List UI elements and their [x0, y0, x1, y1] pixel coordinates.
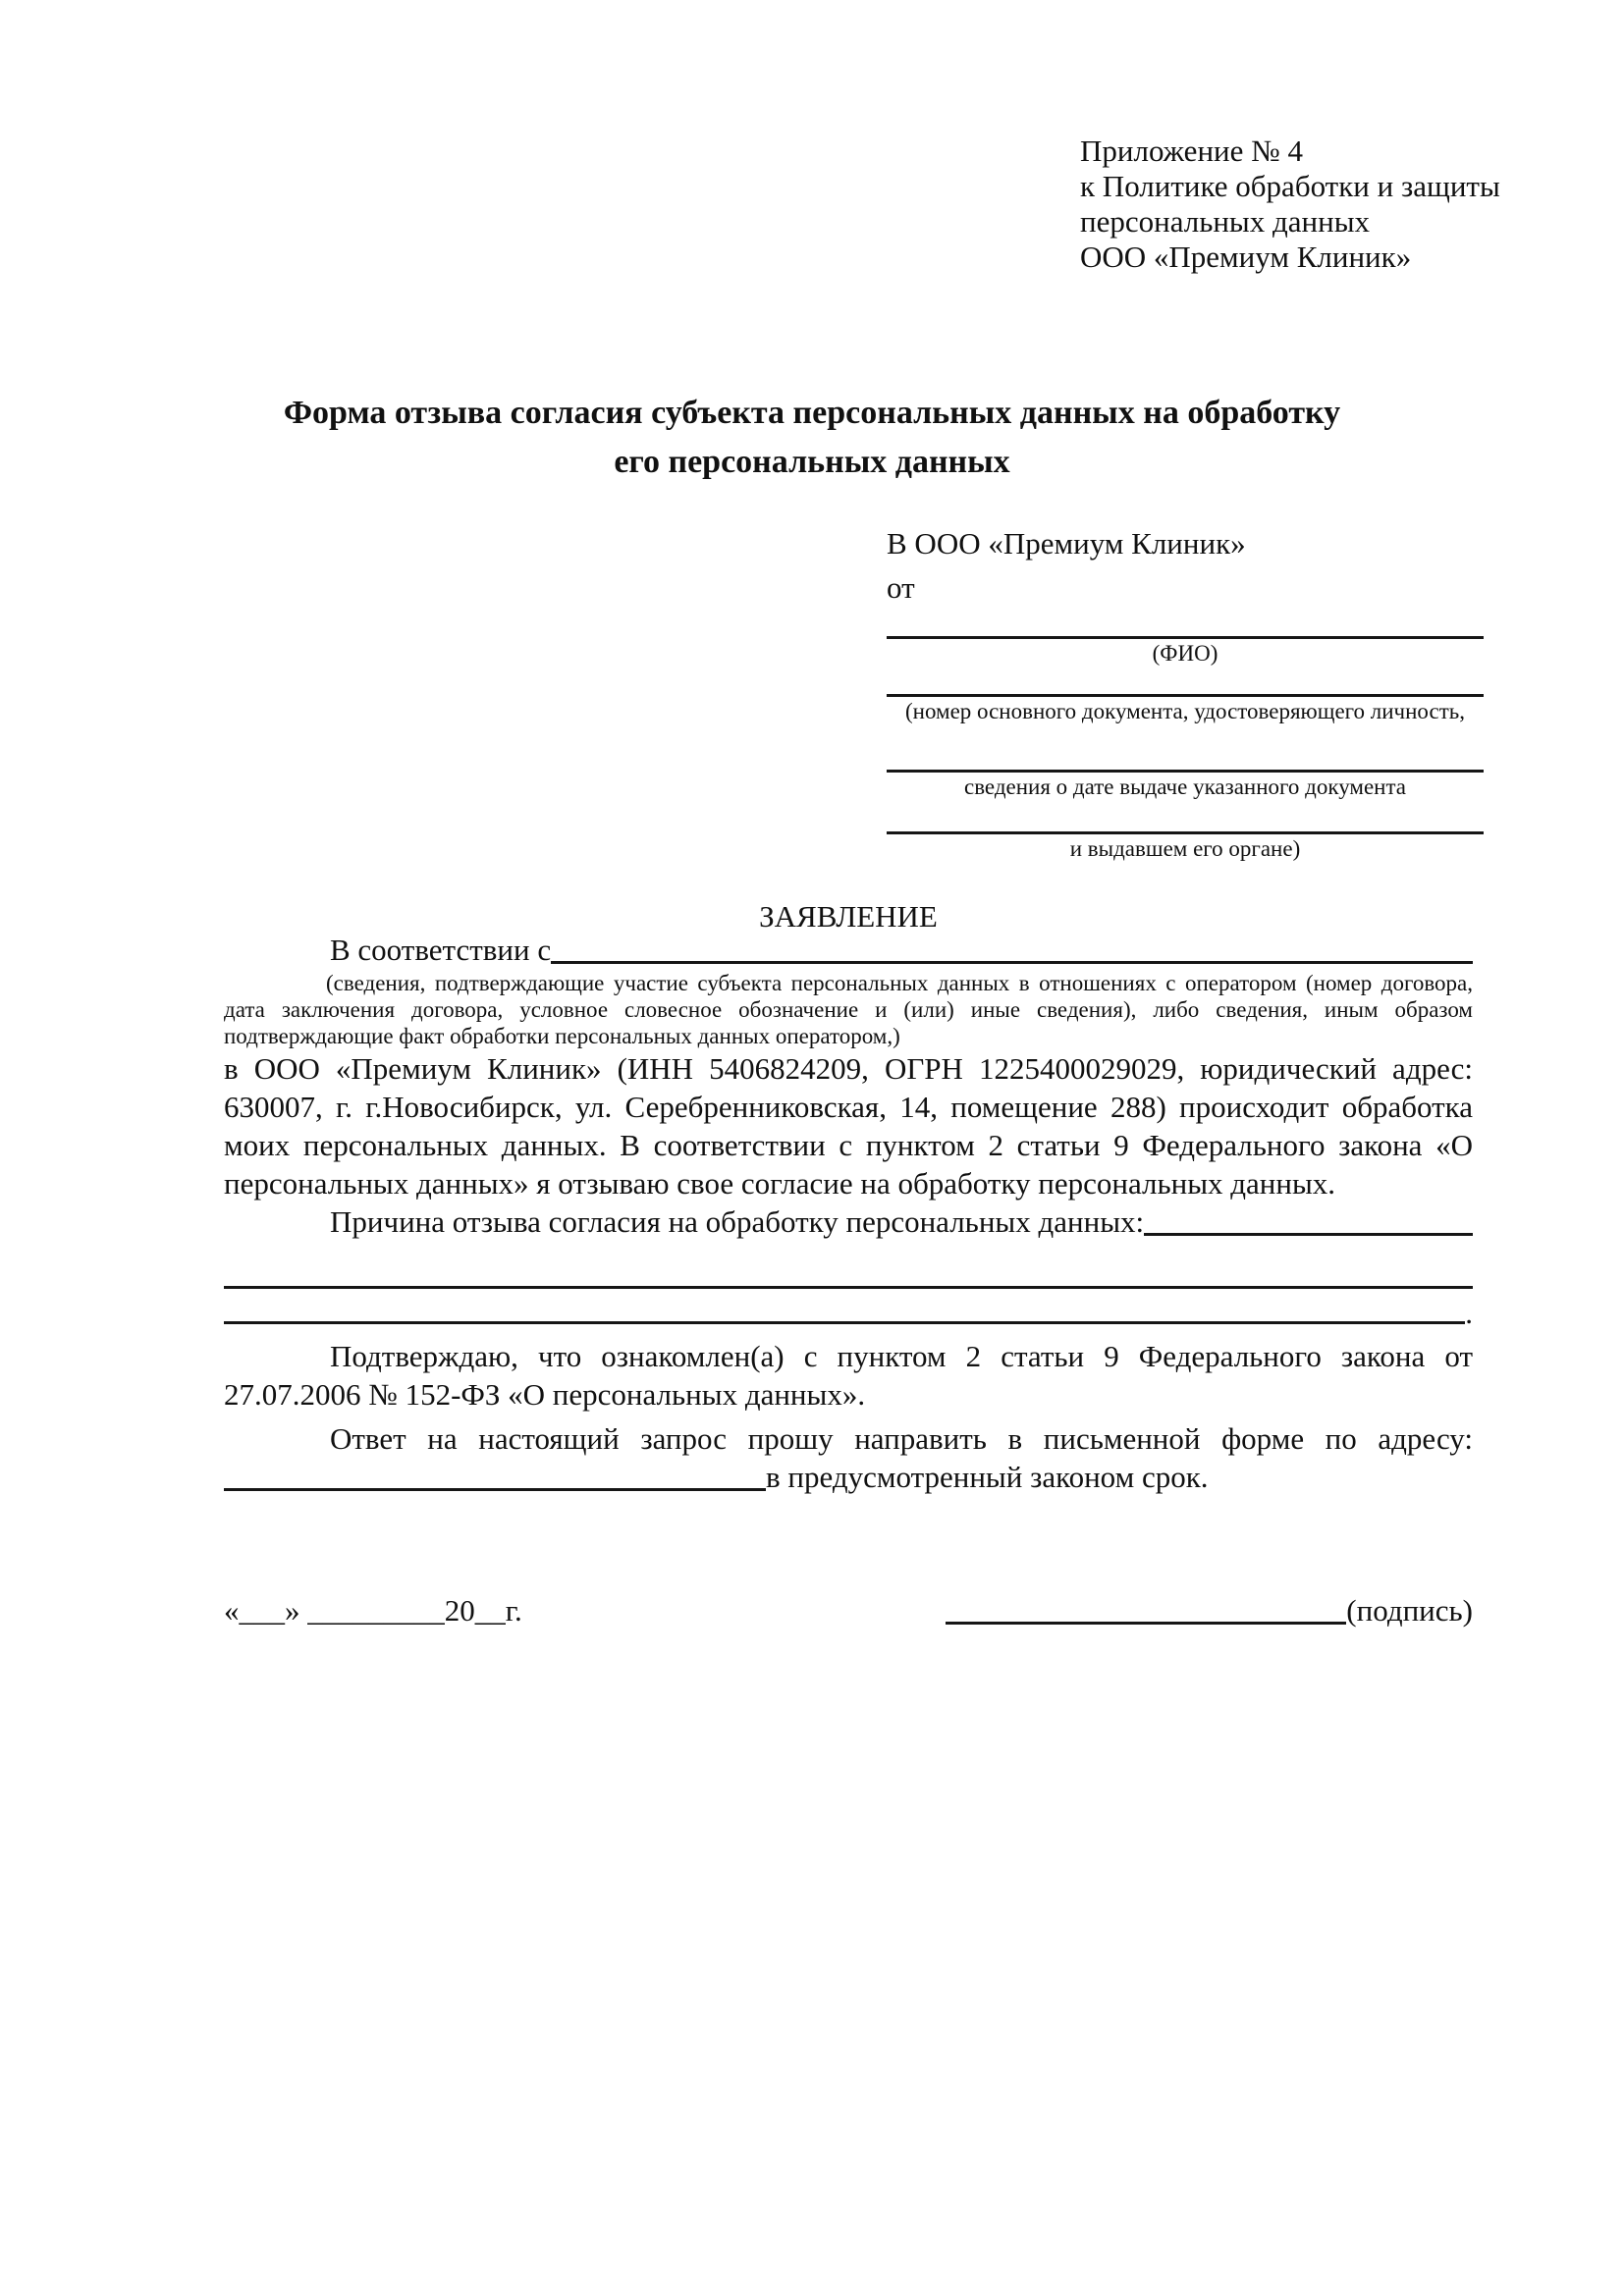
footer-row [224, 1590, 1473, 1631]
issue-date-caption: сведения о дате выдаче указанного документа [963, 774, 1407, 799]
blank-line-terminator: . [1465, 1296, 1473, 1330]
response-address-row [224, 1458, 1473, 1496]
appendix-line: ООО «Премиум Клиник» [1080, 240, 1412, 274]
reason-blank-line [1144, 1233, 1473, 1236]
reason-label: Причина отзыва согласия на обработку персональных данных: [330, 1204, 1145, 1239]
appendix-line: к Политике обработки и защиты [1080, 169, 1500, 203]
appendix-line: персональных данных [1080, 204, 1371, 239]
date-blank-text: «___» _________20__г. [224, 1593, 522, 1628]
page-title [157, 389, 1467, 487]
addressee-from-label: от [887, 570, 915, 605]
fine-print-note: (сведения, подтверждающие участие субъекта персональных данных в отношениях с оператором (номер договора, дата заключения договора, условное словесное обозначение и (или) иные сведения), либо сведения, иным образом подтверждающие факт обработки персональных данных оператором,) [224, 971, 1473, 1048]
fio-caption: (ФИО) [1152, 641, 1218, 666]
confirmation-paragraph: Подтверждаю, что ознакомлен(а) с пунктом 2 статьи 9 Федерального закона от 27.07.2006 № 152-ФЗ «О персональных данных». [224, 1339, 1473, 1412]
signature-blank-line [946, 1622, 1346, 1625]
blank-line [224, 1321, 1465, 1324]
intro-text: В соответствии с [330, 933, 552, 967]
response-request-line: Ответ на настоящий запрос прошу направить в письменной форме по адресу: [330, 1421, 1473, 1456]
intro-row [224, 931, 1473, 969]
issuing-authority-caption: и выдавшем его органе) [1069, 836, 1301, 861]
page-title-line: его персональных данных [614, 444, 1010, 480]
addressee-to: В ООО «Премиум Клиник» [887, 526, 1246, 561]
signature-group [946, 1590, 1473, 1631]
reason-blank-line-3 [224, 1297, 1473, 1329]
response-address-blank-line [224, 1488, 766, 1491]
reason-blank-line-2 [224, 1256, 1473, 1289]
page-title-line: Форма отзыва согласия субъекта персональных данных на обработку [283, 395, 1341, 431]
appendix-line: Приложение № 4 [1080, 133, 1303, 168]
body-paragraph: в ООО «Премиум Клиник» (ИНН 5406824209, ОГРН 1225400029029, юридический адрес: 630007, г. г.Новосибирск, ул. Серебренниковская, 14, помещение 288) происходит обработка моих персональных данных. В соответствии с пунктом 2 статьи 9 Федерального закона «О персональных данных» я отзываю свое согласие на обработку персональных данных. [224, 1051, 1473, 1201]
response-suffix-text: в предусмотренный законом срок. [766, 1460, 1209, 1494]
addressee-block [887, 524, 1484, 864]
document-number-caption: (номер основного документа, удостоверяющего личность, [904, 699, 1465, 723]
reason-row [224, 1202, 1473, 1241]
response-block [224, 1419, 1473, 1496]
signature-caption: (подпись) [1346, 1593, 1473, 1628]
appendix-block [1080, 133, 1502, 275]
intro-blank-line [551, 961, 1473, 964]
statement-body [224, 970, 1473, 1496]
statement-heading: ЗАЯВЛЕНИЕ [759, 899, 938, 934]
